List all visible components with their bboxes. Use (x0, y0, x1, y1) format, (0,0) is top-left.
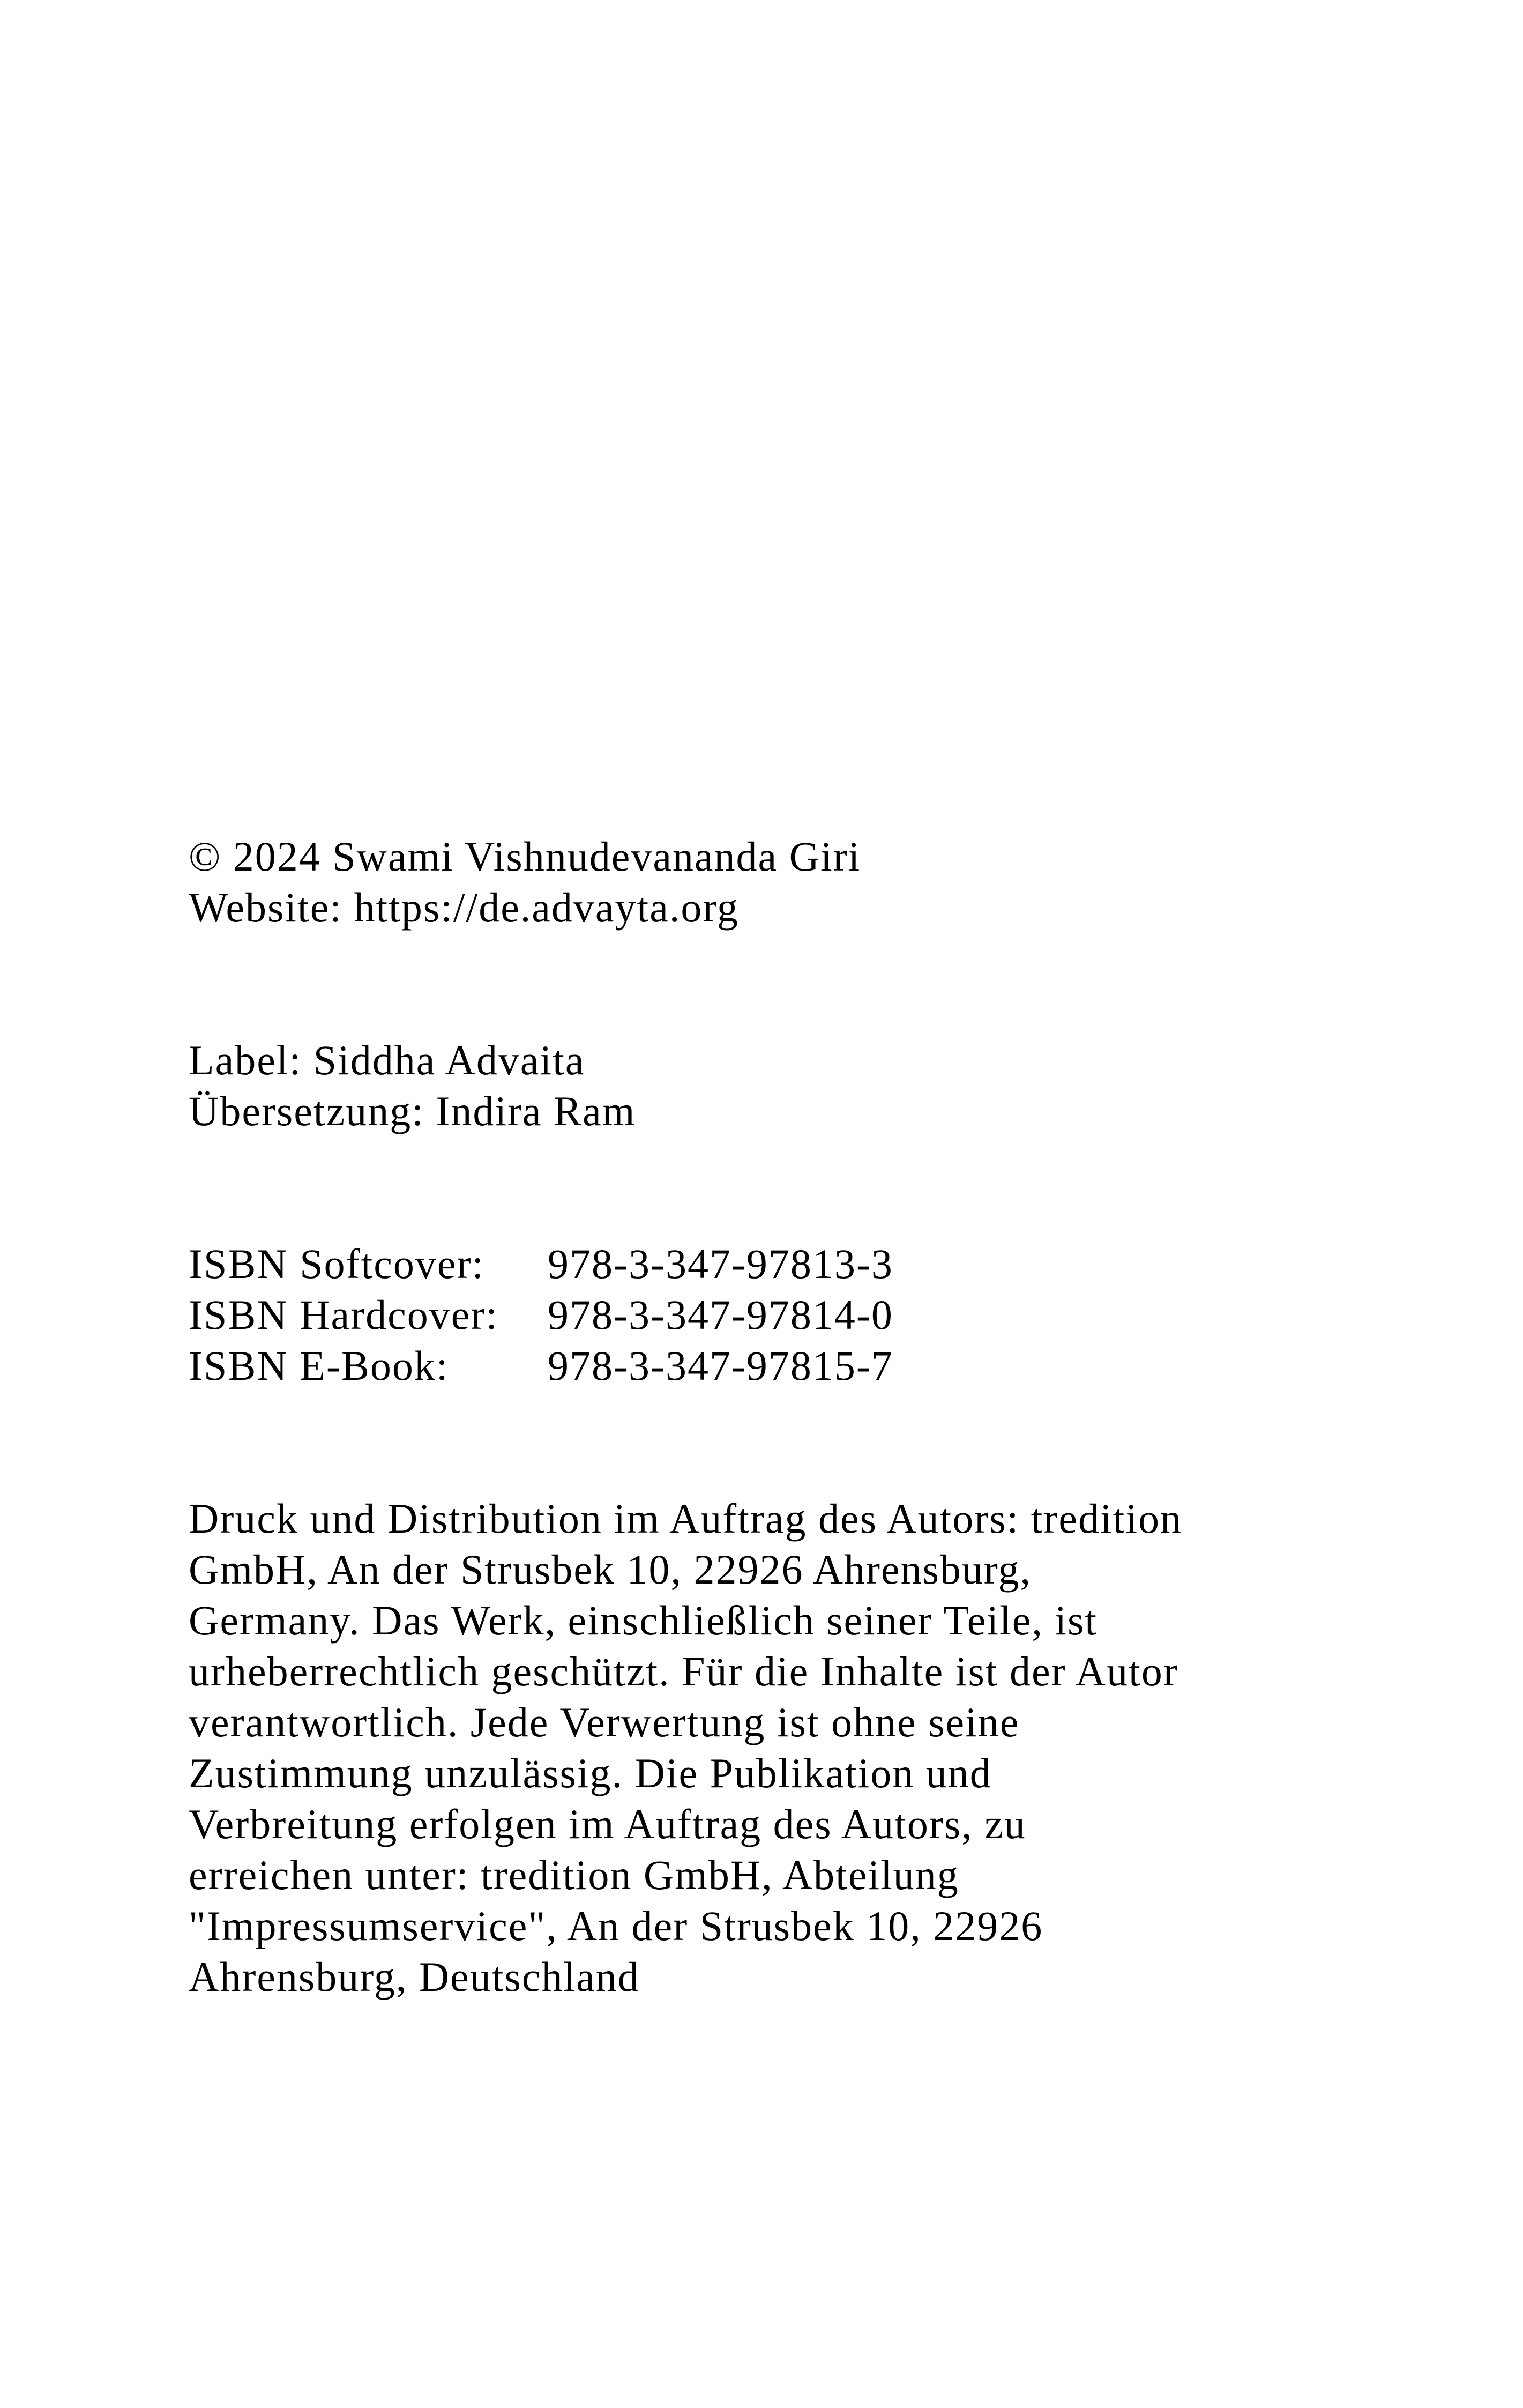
isbn-block (189, 1238, 1368, 1391)
imprint-line: GmbH, An der Strusbek 10, 22926 Ahrensburg, (189, 1546, 1032, 1593)
imprint-line: Zustimmung unzulässig. Die Publikation und (189, 1750, 992, 1796)
imprint-line: Druck und Distribution im Auftrag des Autors: tredition (189, 1495, 1182, 1542)
isbn-value: 978-3-347-97815-7 (548, 1342, 893, 1389)
copyright-line: © 2024 Swami Vishnudevananda Giri (189, 833, 861, 880)
isbn-label: ISBN E-Book: (189, 1342, 449, 1389)
imprint-line: erreichen unter: tredition GmbH, Abteilung (189, 1852, 959, 1898)
imprint-line: verantwortlich. Jede Verwertung ist ohne seine (189, 1699, 1020, 1745)
isbn-row-ebook (189, 1340, 1368, 1391)
imprint-paragraph (189, 1493, 1368, 2002)
spacer (189, 1391, 1368, 1493)
spacer (189, 1136, 1368, 1238)
imprint-line: "Impressumservice", An der Strusbek 10, 22926 (189, 1902, 1043, 1949)
imprint-line: Verbreitung erfolgen im Auftrag des Autors, zu (189, 1801, 1026, 1847)
credits-block (189, 1035, 1368, 1136)
isbn-row-softcover (189, 1238, 1368, 1289)
imprint-line: Germany. Das Werk, einschließlich seiner Teile, ist (189, 1597, 1098, 1644)
translation-line: Übersetzung: Indira Ram (189, 1088, 636, 1134)
label-line: Label: Siddha Advaita (189, 1037, 585, 1083)
isbn-label: ISBN Softcover: (189, 1240, 485, 1287)
imprint-line: Ahrensburg, Deutschland (189, 1953, 640, 2000)
isbn-label: ISBN Hardcover: (189, 1291, 499, 1338)
isbn-value: 978-3-347-97813-3 (548, 1240, 893, 1287)
isbn-value: 978-3-347-97814-0 (548, 1291, 893, 1338)
imprint-line: urheberrechtlich geschützt. Für die Inhalte ist der Autor (189, 1648, 1178, 1694)
website-line: Website: https://de.advayta.org (189, 884, 739, 931)
imprint-page (189, 831, 1368, 2002)
spacer (189, 933, 1368, 1035)
isbn-row-hardcover (189, 1289, 1368, 1340)
copyright-block (189, 831, 1368, 933)
